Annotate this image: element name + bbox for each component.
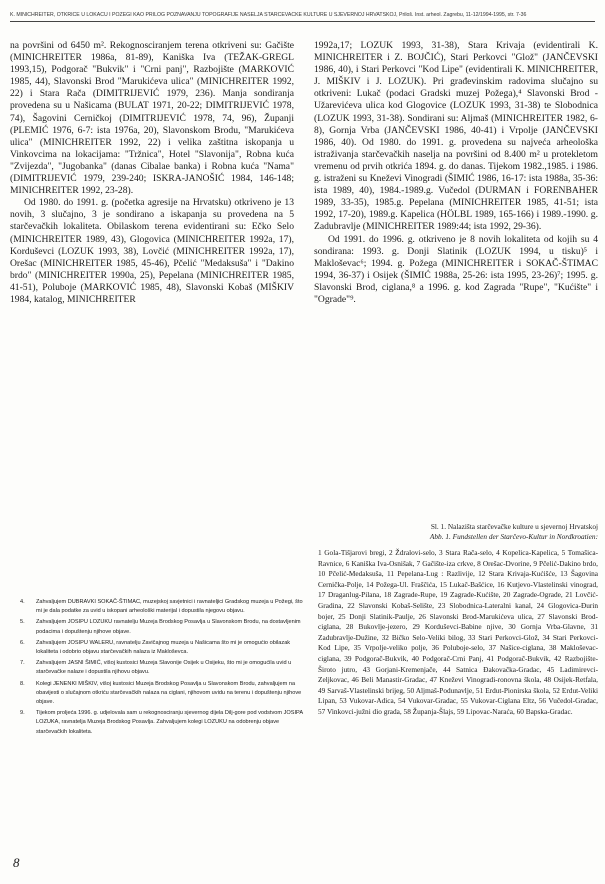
body-paragraph: Od 1991. do 1996. g. otkriveno je 8 novih lokaliteta od kojih su 4 sondirana: 1993. g. Donji Slatinik (LOZUK 1994, u tisku)⁵ i Makloševac⁶; 1994. g. Požega (MINICHREITER i SOKAČ-ŠTIMAC 1994, 36-37) i Osijek (ŠIMIĆ 1988a, 25-26: ista 1995, 23-26)⁷; 1995. g. Slavonski Brod, ciglana,⁸ a 1996. g. kod Zagrada "Rupe", "Kućište" i "Ograde"⁹.: [314, 233, 598, 305]
footnote-text: Kolegi JENENKI MIŠKIV, višoj kustosici Muzeja Brodskog Posavlja u Slavonskom Brodu, zahvaljujem na obavijesti o slučajnom otkriću starčevačkih nalaza na ciglani, njihovom uvidu na terenu i dopuštenju njihove objave.: [36, 680, 302, 706]
footnote-number: 9.: [20, 710, 25, 717]
footnote: [20, 618, 304, 636]
footnote: [20, 659, 304, 677]
footnote-text: Zahvaljujem DUBRAVKI SOKAČ-ŠTIMAC, muzejskoj savjetnici i ravnateljici Gradskog muzeja u Požegi, što mi je dala podatke za uvid u iskopani arheološki materijal i dopustila njegovu objavu.: [36, 599, 303, 615]
footnote: [20, 639, 304, 657]
body-paragraph: na površini od 6450 m². Rekognosciranjem terena otkriveni su: Gačište (MINICHREITER 1986a, 81-89), Kaniška Iva (TEŽAK-GREGL 1993,15), Podgorač "Bukvik" i "Crni panj", Razbojište (MARKOVIĆ 1985, 44), Slavonski Brod "Marukićeva ulica" (MINICHREITER 1992, 22) i Stara Rača (DIMITRIJEVIĆ 1979, 236). Manja sondiranja provedena su u Našicama (BULAT 1971, 20-22; DIMITRIJEVIĆ 1978, 74), Šagovini Cerničkoj (DIMITRIJEVIĆ 1978, 74, 96), Županji (PLEMIĆ 1976, 6-7: ista 1976a, 20), Slavonskom Brodu, "Marukićeva ulica" (MINICHREITER 1992, 22) i velika zaštitna iskopanja u Vinkovcima na lokacijama: "Tržnica", Hotel "Slavonija", Robna kuća "Zvijezda", "Jugobanka" (danas Cibalae banka) i Robna kuća "Nama" (DIMITRIJEVIĆ 1979, 239-240; ISKRA-JANOŠIĆ 1984, 146-148; MINICHREITER 1992, 23-28).: [10, 40, 294, 197]
footnote-number: 8.: [20, 680, 25, 687]
footnote-number: 7.: [20, 660, 25, 667]
caption-croatian: Sl. 1. Nalazišta starčevačke kulture u sjevernoj Hrvatskoj: [430, 522, 598, 531]
right-column: [314, 40, 598, 306]
caption-german: Abb. 1. Fundstellen der Starčevo-Kultur in Nordkroatien:: [429, 531, 598, 541]
footnotes: [20, 598, 304, 739]
body-paragraph: 1992a,17; LOZUK 1993, 31-38), Stara Krivaja (evidentirali K. MINICHREITER i Z. BOJČIĆ), Stari Perkovci "Glož" (JANČEVSKI 1986, 40), i Stari Perkovci "Kod Lipe" (evidentirali K. MINICHREITER, J. MIŠKIV i J. LOZUK). Pri građevinskim radovima slučajno su otkriveni: Lukač (podaci Gradski muzej Požega),⁴ Slavonski Brod - Užarevićeva ulica kod Glogovice (LOZUK 1993, 31-38) te Slobodnica (LOZUK 1993, 31-38). Sondirani su: Aljmaš (MINICHREITER 1982, 6-8), Gornja Vrba (JANČEVSKI 1986, 40-41) i Vrpolje (JANČEVSKI 1986, 40). Od 1980. do 1991. g. provedena su najveća arheološka istraživanja starčevačkih naselja na površini od 8.400 m² u protekletom vremenu od prvih otkrića 1894. g. do danas. Tijekom 1982.,1985. i 1986. g. istraženi su Kneževi Vinogradi (ŠIMIĆ 1986, 16-17: ista 1988a, 35-36: ista 1989, 40), 1984.-1989.g. Vučedol (DURMAN i FORENBAHER 1989, 33-35), 1985.g. Pepelana (MINICHREITER 1985, 41-51; ista 1992, 17-20), 1989.g. Kapelica (HÖLBL 1989, 165-166) i 1989.-1990. g. Zadubravlje (MINICHREITER 1989:44; ista 1992, 29-36).: [314, 40, 598, 233]
left-column: [10, 40, 294, 306]
page-number: 8: [13, 855, 20, 870]
footnote: [20, 598, 304, 616]
footnote-text: Tijekom proljeća 1996. g. udjelovala sam u rekognosciranju sjevernog dijela Dilj-gore pod vodstvom JOSIPA LOZUKA, ravnatelja Muzeja Brodskog Posavlja. Zahvaljujem kolegi LOZUKU na odobrenju objave starčevačkih lokaliteta.: [36, 710, 303, 735]
footnote: [20, 709, 304, 737]
footnote-text: Zahvaljujem JOSIPU WALERU, ravnatelju Zavičajnog muzeja u Našicama što mi je omogućio obilazak lokaliteta i odobrio objavu starčevačkih nalaza iz Makloševca.: [36, 639, 291, 656]
site-legend: 1 Gola-Tišjarovi bregi, 2 Ždralovi-selo, 3 Stara Rača-selo, 4 Kopelica-Kapelica, 5 Tomašica-Ravnice, 6 Kaniška Iva-Osnišak, 7 Gačište-iza crkve, 8 Orešac-Dvorine, 9 Pčelić-Dakino brdo, 10 Pčelić-Medaksuša, 11 Pepelana-Lug : Razlivije, 12 Stara Krivaja-Kućišće, 13 Šagovina Cernička-Polje, 14 Požega-Ul. Fraščića, 15 Lukač-Bašćice, 16 Kutjevo-Vlastelinski vinograd, 17 Draganlug-Pilana, 18 Zagrade-Rupe, 19 Zagrade-Kućište, 20 Zagrade-Ograde, 21 Lovčić-Gradina, 22 Slavonski Kobaš-Selište, 23 Slobodnica-Lateralni kanal, 24 Glogovica-Đurin bojer, 25 Donji Slatinik-Paulje, 26 Slavonski Brod-Marukićeva ulica, 27 Slavonski Brod-ciglana, 28 Bukovlje-jezero, 29 Korduševci-Babine njive, 30 Gornja Vrba-Glavne, 31 Zadubravlje-Dužine, 32 Bičko Selo-Veliki bilog, 33 Stari Perkovci-Glož, 34 Stari Perkovci-Kod Lipe, 35 Vrpolje-veliko polje, 36 Poluboje-selo, 37 Našice-ciglana, 38 Makloševac-ciglana, 39 Podgorač-Bukvik, 40 Podgorač-Crni Panj, 41 Podgorač-Bukvik, 42 Razbojište-Široto jutro, 43 Gorjani-Kremenjače, 44 Satnica Đakovačka-Gradac, 45 Ladimirevci-Zeljkovac, 46 Beli Manastir-Gradac, 47 Kneževi Vinogradi-ronovna škola, 48 Osijek-Retfala, 49 Sarvaš-Vlastelinski brijeg, 50 Aljmaš-Podunavlje, 51 Erdut-Pionirska škola, 52 Erdut-Veliki Lipan, 53 Vukovar-Adica, 54 Vukovar-Gradac, 55 Vukovar-Ciglana Eltz, 56 Vučedol-Gradac, 57 Vinkovci-južni dio grada, 58 Županja-Šlajs, 59 Lipovac-Naraća, 60 Bapska-Gradac.: [318, 548, 598, 716]
body-paragraph: Od 1980. do 1991. g. (početka agresije na Hrvatsku) otkriveno je 13 novih, 3 slučajno, 3 je sondirano a iskapanja su provedena na 5 starčevačkih lokaliteta. Obilaskom terena evidentirani su: Ečko Selo (MINICHREITER 1989, 43), Glogovica (MINICHREITER 1992a, 17), Korduševci (LOZUK 1993, 38), Lovčić (MINICHREITER 1992a, 17), Orešac (MINICHREITER 1985, 45-46), Pčelić "Medaksuša" i "Dakino brdo" (MINICHREITER 1990a, 25), Pepelana (MINICHREITER 1985, 41-51), Poluboje (MARKOVIĆ 1985, 48), Slavonski Kobaš (MIŠKIV 1984, katalog, MINICHREITER: [10, 197, 294, 305]
footnote-number: 5.: [20, 619, 25, 626]
footnote-number: 6.: [20, 639, 25, 646]
footnote-text: Zahvaljujem JASNI ŠIMIĆ, višoj kustosici Muzeja Slavonije Osijek u Osijeku, što mi je omogućila uvid u starčevačke nalaze i dopustila njihovu objavu.: [36, 660, 292, 676]
running-header: K. MINICHREITER, OTKRIĆE U LOKAČU I POŽEGI KAO PRILOG POZNAVANJU TOPOGRAFIJE NASELJA STARČEVAČKE KULTURE U SJEVERNOJ HRVATSKOJ, Priloš. Inst. arheol. Zagrebu, 11-12/1994-1995, str. 7-36: [10, 12, 595, 22]
footnote-number: 4.: [20, 599, 25, 605]
footnote: [20, 680, 304, 708]
footnote-text: Zahvaljujem JOSIPU LOZUKU ravnatelju Muzeja Brodskog Posavlja u Slavonskom Brodu, na dostavljenim podacima i dopuštenju njihove objave.: [36, 619, 301, 635]
figure-caption: [340, 522, 598, 541]
